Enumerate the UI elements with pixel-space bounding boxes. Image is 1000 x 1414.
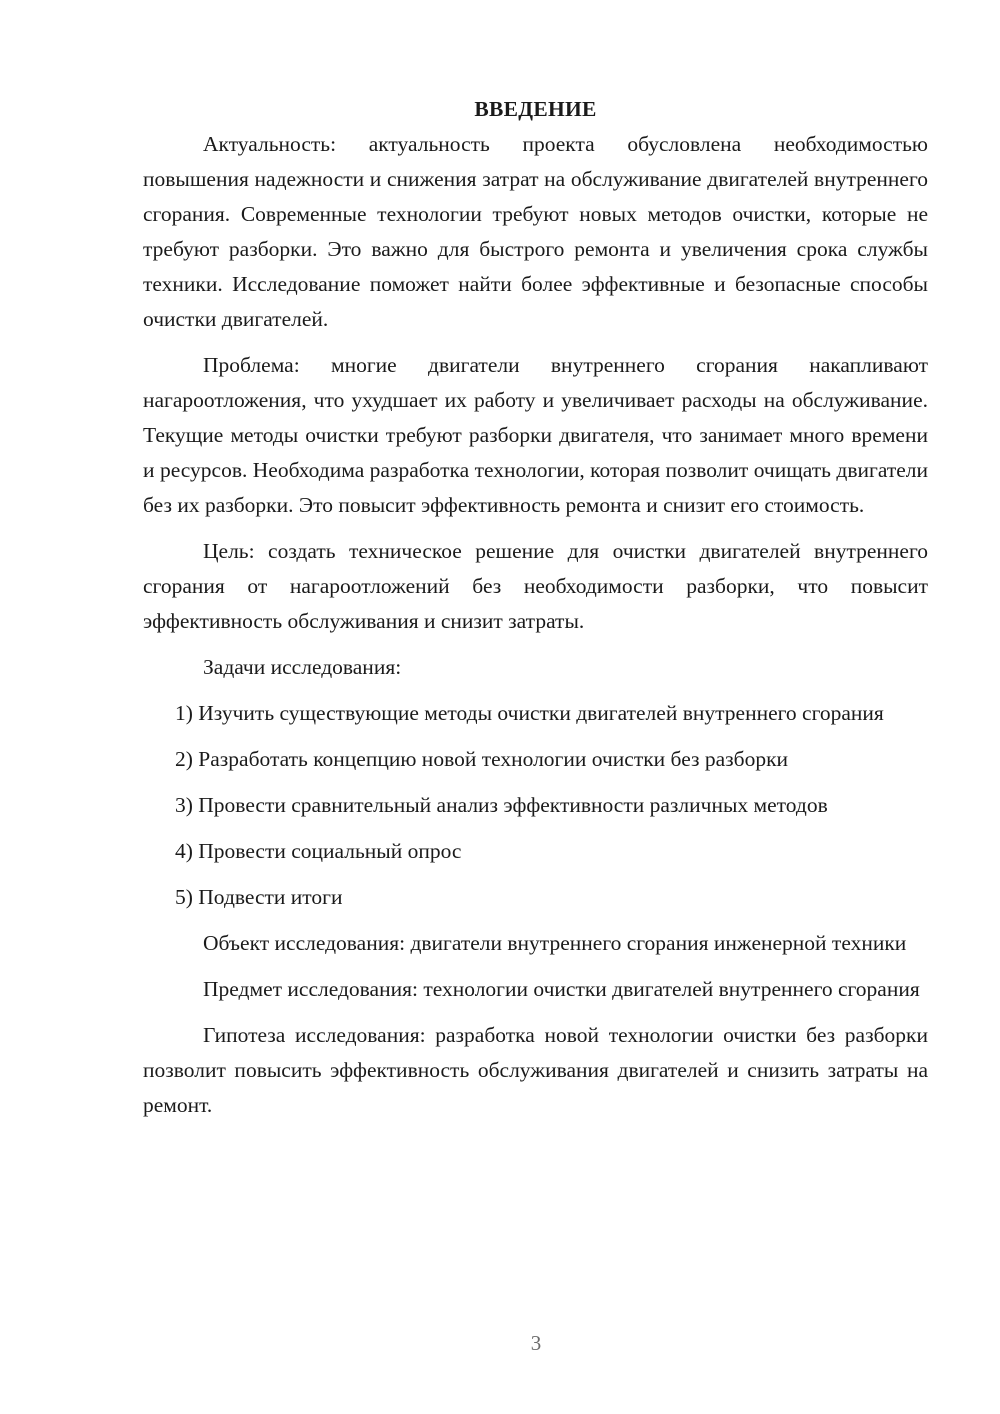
problem-paragraph: Проблема: многие двигатели внутреннего сгорания накапливают нагароотложения, что ухудшает их работу и увеличивает расходы на обслуживание. Текущие методы очистки требуют разборки двигателя, что занимает много времени и ресурсов. Необходима разработка технологии, которая позволит очищать двигатели без их разборки. Это повысит эффективность ремонта и снизит его стоимость. xyxy=(143,353,928,517)
task-item-3: 3) Провести сравнительный анализ эффективности различных методов xyxy=(175,793,828,817)
subject-paragraph: Предмет исследования: технологии очистки двигателей внутреннего сгорания xyxy=(203,977,920,1001)
task-item-4: 4) Провести социальный опрос xyxy=(175,839,462,863)
task-item-1: 1) Изучить существующие методы очистки двигателей внутреннего сгорания xyxy=(175,701,884,725)
goal-paragraph: Цель: создать техническое решение для очистки двигателей внутреннего сгорания от нагароотложений без необходимости разборки, что повысит эффективность обслуживания и снизит затраты. xyxy=(143,539,928,633)
page-number: 3 xyxy=(530,1331,542,1355)
object-paragraph: Объект исследования: двигатели внутреннего сгорания инженерной техники xyxy=(203,931,907,955)
section-heading: ВВЕДЕНИЕ xyxy=(474,97,597,121)
tasks-label: Задачи исследования: xyxy=(203,655,402,679)
page-content xyxy=(143,92,928,1123)
relevance-paragraph: Актуальность: актуальность проекта обусловлена необходимостью повышения надежности и снижения затрат на обслуживание двигателей внутреннего сгорания. Современные технологии требуют новых методов очистки, которые не требуют разборки. Это важно для быстрого ремонта и увеличения срока службы техники. Исследование поможет найти более эффективные и безопасные способы очистки двигателей. xyxy=(143,132,928,331)
task-item-2: 2) Разработать концепцию новой технологии очистки без разборки xyxy=(175,747,789,771)
hypothesis-paragraph: Гипотеза исследования: разработка новой технологии очистки без разборки позволит повысить эффективность обслуживания двигателей и снизить затраты на ремонт. xyxy=(143,1023,928,1117)
task-item-5: 5) Подвести итоги xyxy=(175,885,343,909)
